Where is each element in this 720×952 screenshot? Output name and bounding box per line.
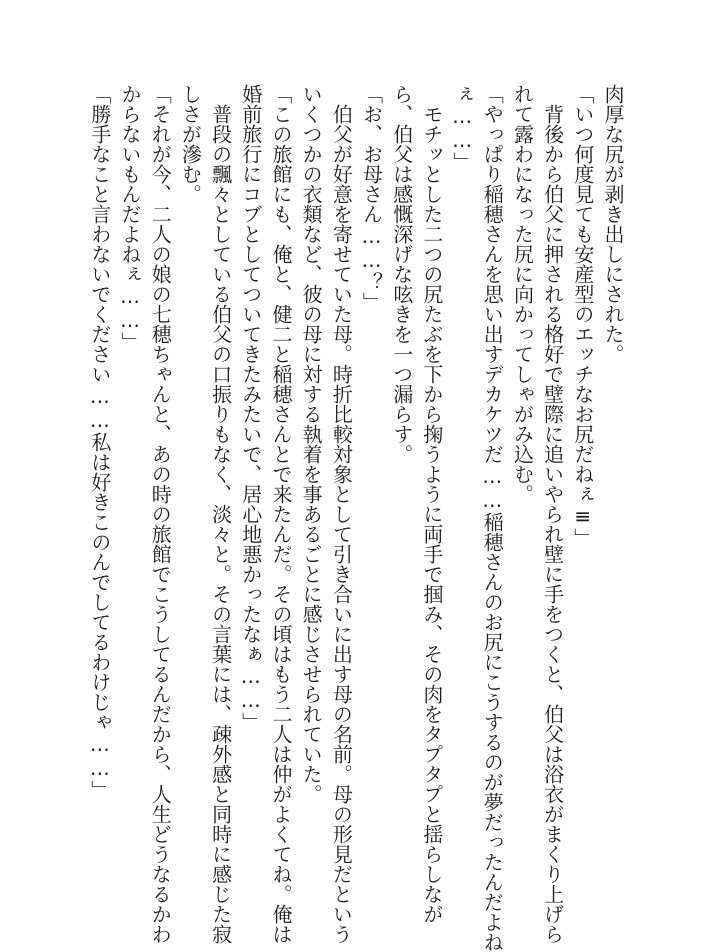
- text-column-10: 伯父が好意を寄せていた母。時折比較対象として引き合いに出す母の名前。母の形見だという: [329, 84, 354, 944]
- text-column-18: 「勝手なこと言わないでください……私は好きこのんでしてるわけじゃ……」: [87, 84, 112, 800]
- text-column-9: 「お、お母さん……？」: [359, 84, 384, 312]
- text-column-12: 「この旅館にも、俺と、健二と稲穂さんとで来たんだ。その頃はもう二人は仲がよくてね。俺は: [268, 84, 293, 944]
- text-column-3: 背後から伯父に押される格好で壁際に追いやられ壁に手をつくと、伯父は浴衣がまくり上げら: [540, 84, 565, 944]
- text-column-8: ら、伯父は感慨深げな呟きを一つ漏らす。: [389, 84, 414, 464]
- text-column-4: れて露わになった尻に向かってしゃがみ込む。: [510, 84, 535, 504]
- text-column-5: 「やっぱり稲穂さんを思い出すデカケツだ……稲穂さんのお尻にこうするのが夢だったんだよね: [480, 84, 505, 952]
- text-column-7: モチッとした二つの尻たぶを下から掬うように両手で掴み、その肉をタプタプと揺らしなが: [419, 84, 444, 924]
- text-column-13: 婚前旅行にコブとしてついてきたみたいで、居心地悪かったなぁ……」: [238, 84, 263, 732]
- text-column-11: いくつかの衣類など、彼の母に対する執着を事あるごとに感じさせられていた。: [299, 84, 324, 804]
- text-column-6: ぇ……」: [450, 84, 475, 172]
- text-column-15: しさが滲む。: [178, 84, 203, 204]
- text-column-16: 「それが今、二人の娘の七穂ちゃんと、あの時の旅館でこうしてるんだから、人生どうなるかわ: [148, 84, 173, 944]
- text-column-2: 「いつ何度見ても安産型のエッチなお尻だねぇ≡」: [570, 84, 595, 548]
- vertical-text-body: [85, 84, 628, 952]
- text-column-1: 肉厚な尻が剥き出しにされた。: [601, 84, 625, 364]
- text-column-14: 普段の飄々としている伯父の口振りもなく、淡々と。その言葉には、疎外感と同時に感じた寂: [208, 84, 233, 944]
- text-column-17: からないもんだよねぇ……」: [118, 84, 142, 352]
